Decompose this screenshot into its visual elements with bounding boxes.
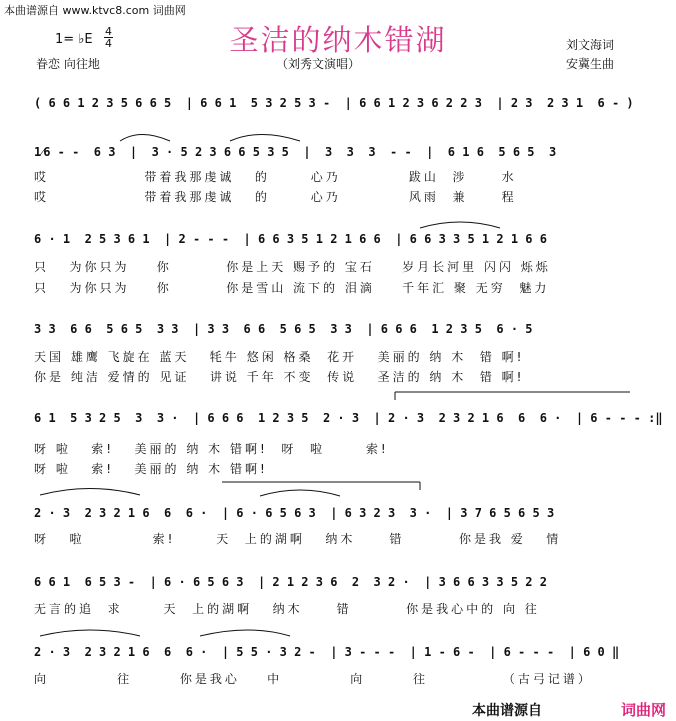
lyric-line-2: 哎 带着我那虔诚 的 心乃 风雨 兼 程	[34, 190, 517, 204]
notes-line: 2 · 3 2 3 2 1 6 6 6 · | 6 · 6 5 6 3 | 6 3 2 3 3 · | 3 7 6 5 6 5 3	[34, 506, 555, 520]
lyric-line-1: 呀 啦 索! 天 上的湖啊 纳木 错 你是我 爱 情	[34, 532, 562, 546]
notes-line: 2 · 3 2 3 2 1 6 6 6 · | 5 5 · 3 2 - | 3 - - - | 1 - 6 - | 6 - - - | 6 0 ‖	[34, 645, 620, 659]
lyric-line-1: 呀 啦 索! 美丽的 纳 木 错啊! 呀 啦 索!	[34, 442, 389, 456]
lyric-line-2: 只 为你只为 你 你是雪山 流下的 泪滴 千年汇 聚 无穷 魅力	[34, 281, 550, 295]
footer-source-left: 本曲谱源自	[472, 703, 542, 719]
meter-bottom: 4	[105, 37, 112, 50]
lyric-line-1: 向 往 你是我心 中 向 往 （古弓记谱）	[34, 672, 593, 686]
key-signature: 1= ♭E	[55, 32, 93, 47]
lyric-line-2: 呀 啦 索! 美丽的 纳 木 错啊!	[34, 462, 268, 476]
watermark-top: 本曲谱源自 www.ktvc8.com 词曲网	[4, 4, 186, 17]
tempo-marking: 眷恋 向往地	[36, 57, 100, 71]
lyric-line-1: 无言的追 求 天 上的湖啊 纳木 错 你是我心中的 向 往	[34, 602, 540, 616]
time-signature	[104, 26, 113, 49]
lyric-line-1: 天国 雄鹰 飞旋在 蓝天 牦牛 悠闲 格桑 花开 美丽的 纳 木 错 啊!	[34, 350, 525, 364]
lyricist-credit: 刘文海词	[566, 38, 615, 52]
meter-top: 4	[105, 25, 112, 38]
composer-credit: 安冀生曲	[566, 57, 615, 71]
lyric-line-1: 哎 带着我那虔诚 的 心乃 跋山 涉 水	[34, 170, 517, 184]
notes-line: 6 1 5 3 2 5 3 3 · | 6 6 6 1 2 3 5 2 · 3 | 2 · 3 2 3 2 1 6 6 6 · | 6 - - - :‖	[34, 411, 663, 425]
notes-line: 6 · 1 2 5 3 6 1 | 2 - - - | 6 6 3 5 1 2 1 6 6 | 6 6 3 3 5 1 2 1 6 6	[34, 232, 547, 246]
notes-line: 1⁄6 - - 6 3 | 3 · 5 2 3 6 6 5 3 5 | 3 3 3 - - | 6 1 6 5 6 5 3	[34, 145, 557, 159]
singer-credit: （刘秀文演唱）	[276, 57, 361, 71]
lyric-line-1: 只 为你只为 你 你是上天 赐予的 宝石 岁月长河里 闪闪 烁烁	[34, 260, 551, 274]
notes-line: ( 6 6 1 2 3 5 6 6 5 | 6 6 1 5 3 2 5 3 - | 6 6 1 2 3 6 2 2 3 | 2 3 2 3 1 6 - )	[34, 96, 634, 110]
song-title: 圣洁的纳木错湖	[229, 23, 447, 57]
footer-source-right: 词曲网	[621, 701, 667, 719]
lyric-line-2: 你是 纯洁 爱情的 见证 讲说 千年 不变 传说 圣洁的 纳 木 错 啊!	[34, 370, 525, 384]
notes-line: 3 3 6 6 5 6 5 3 3 | 3 3 6 6 5 6 5 3 3 | 6 6 6 1 2 3 5 6 · 5	[34, 322, 533, 336]
notes-line: 6 6 1 6 5 3 - | 6 · 6 5 6 3 | 2 1 2 3 6 2 3 2 · | 3 6 6 3 3 5 2 2	[34, 575, 547, 589]
